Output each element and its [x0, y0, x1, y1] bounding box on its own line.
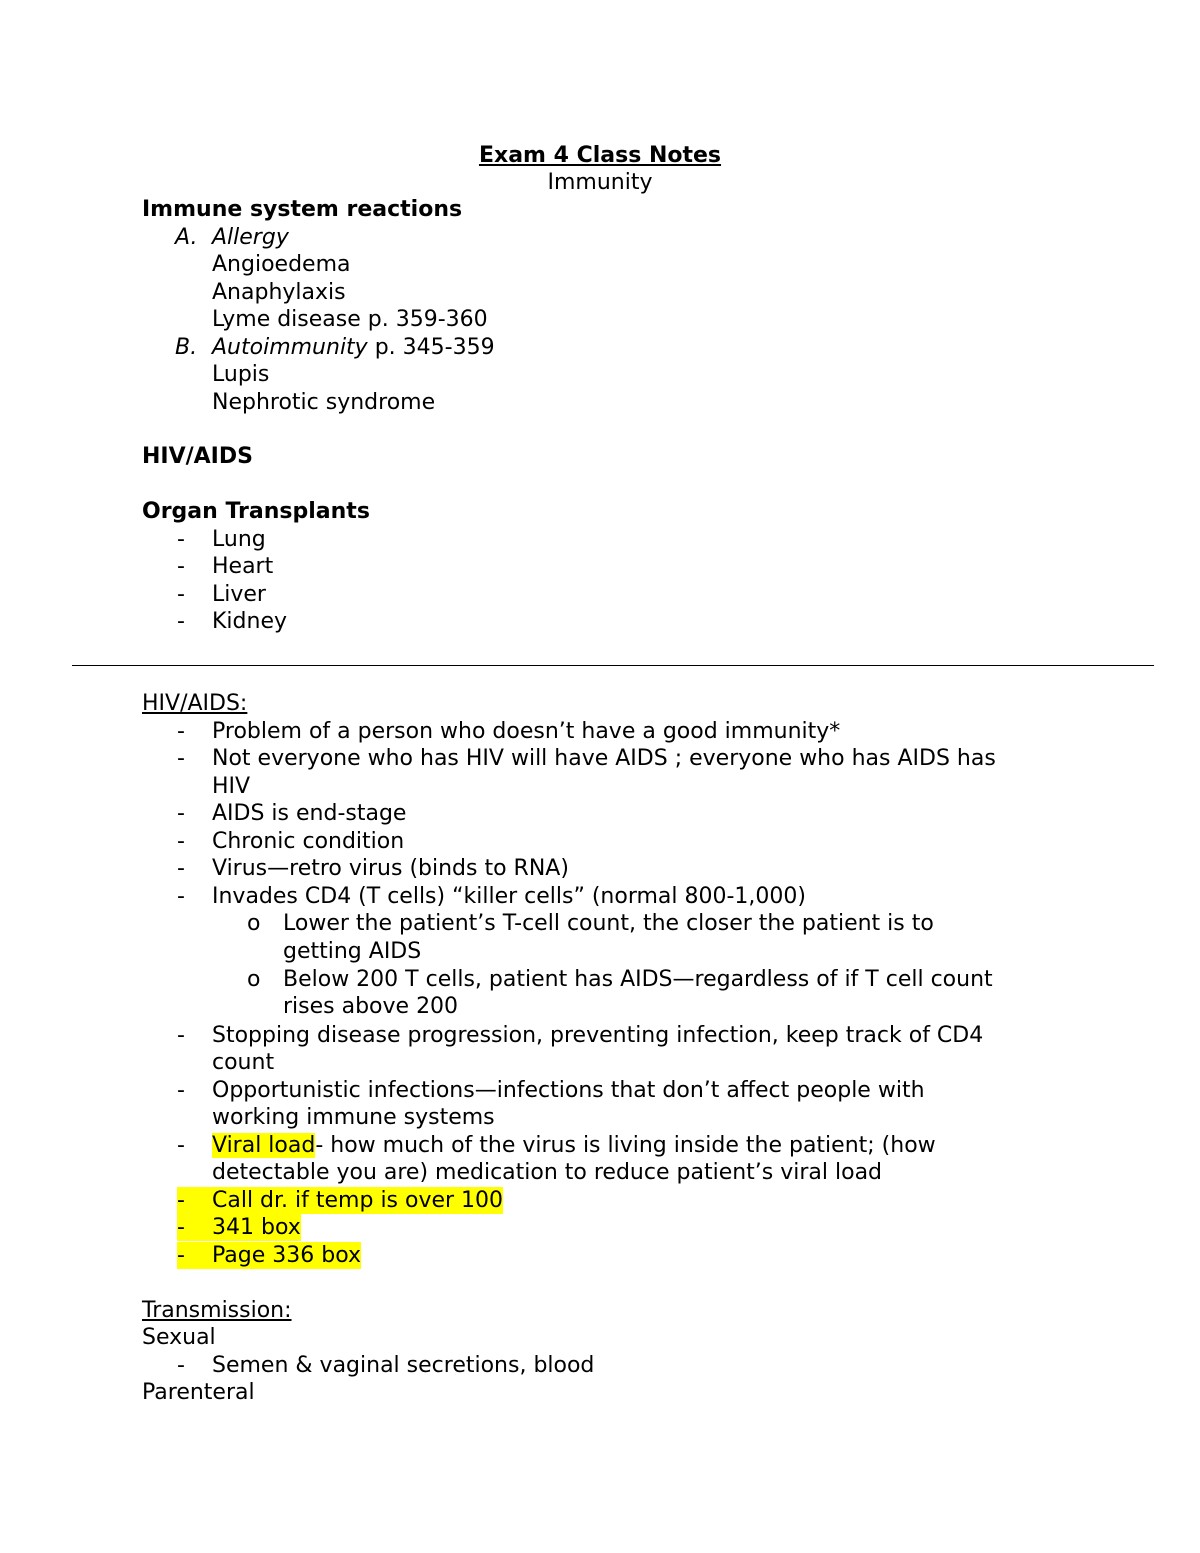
list-item [212, 1132, 936, 1159]
section-divider [72, 665, 1154, 666]
transplants-heading: Organ Transplants [142, 499, 370, 524]
bullet-dash: - [177, 719, 185, 744]
list-item: Lung [212, 527, 266, 552]
list-item: Invades CD4 (T cells) “killer cells” (normal 800-1,000) [212, 884, 806, 909]
list-item: Lyme disease p. 359-360 [212, 307, 488, 332]
transmission-sexual: Sexual [142, 1325, 216, 1350]
bullet-dash: - [177, 554, 185, 579]
autoimmunity-line [212, 334, 495, 361]
bullet-circle: o [247, 967, 261, 992]
hiv-heading: HIV/AIDS [142, 444, 253, 469]
document-subtitle: Immunity [547, 170, 653, 195]
list-item: AIDS is end-stage [212, 801, 407, 826]
highlighted-list-item: Page 336 box [212, 1243, 362, 1268]
list-item: Chronic condition [212, 829, 405, 854]
bullet-dash: - [177, 1023, 185, 1048]
highlighted-term: Viral load [212, 1133, 316, 1158]
bullet-dash: - [177, 609, 185, 634]
list-item: Angioedema [212, 252, 351, 277]
highlighted-list-item: 341 box [212, 1215, 301, 1240]
bullet-dash: - [177, 1353, 185, 1378]
transmission-heading: Transmission: [142, 1298, 292, 1323]
transmission-parenteral: Parenteral [142, 1380, 255, 1405]
sub-list-item-continuation: rises above 200 [283, 994, 459, 1019]
list-item-continuation: HIV [212, 774, 251, 799]
list-marker-b: B. [175, 335, 198, 360]
viral-load-definition: - how much of the virus is living inside the patient; (how [315, 1133, 936, 1158]
autoimmunity-pages: p. 345-359 [367, 335, 495, 360]
sub-list-item: Lower the patient’s T-cell count, the closer the patient is to [283, 911, 934, 936]
bullet-dash: - [177, 829, 185, 854]
list-item-continuation: working immune systems [212, 1105, 495, 1130]
autoimmunity-label: Autoimmunity [212, 335, 368, 360]
list-item: Stopping disease progression, preventing infection, keep track of CD4 [212, 1023, 984, 1048]
sub-list-item: Below 200 T cells, patient has AIDS—regardless of if T cell count [283, 967, 993, 992]
bullet-dash: - [177, 582, 185, 607]
bullet-dash: - [177, 746, 185, 771]
highlighted-list-item: Call dr. if temp is over 100 [212, 1188, 504, 1213]
bullet-dash: - [177, 1078, 185, 1103]
hiv-notes-heading: HIV/AIDS: [142, 691, 248, 716]
bullet-dash: - [177, 884, 185, 909]
list-item: Semen & vaginal secretions, blood [212, 1353, 595, 1378]
list-item: Opportunistic infections—infections that don’t affect people with [212, 1078, 925, 1103]
list-item: Not everyone who has HIV will have AIDS ; everyone who has AIDS has [212, 746, 996, 771]
list-item: Liver [212, 582, 266, 607]
immune-heading: Immune system reactions [142, 197, 463, 222]
bullet-dash-highlighted: - [177, 1214, 212, 1241]
list-item: Nephrotic syndrome [212, 390, 436, 415]
list-item: Anaphylaxis [212, 280, 346, 305]
bullet-circle: o [247, 911, 261, 936]
list-item: Problem of a person who doesn’t have a good immunity* [212, 719, 841, 744]
bullet-dash: - [177, 801, 185, 826]
list-item: Heart [212, 554, 274, 579]
bullet-dash: - [177, 527, 185, 552]
allergy-label: Allergy [212, 225, 289, 250]
list-item-continuation: count [212, 1050, 275, 1075]
bullet-dash: - [177, 856, 185, 881]
bullet-dash-highlighted: - [177, 1242, 212, 1269]
bullet-dash-highlighted: - [177, 1187, 212, 1214]
list-item: Kidney [212, 609, 288, 634]
list-item: Virus—retro virus (binds to RNA) [212, 856, 569, 881]
document-title: Exam 4 Class Notes [478, 143, 722, 168]
list-marker-a: A. [175, 225, 198, 250]
sub-list-item-continuation: getting AIDS [283, 939, 422, 964]
list-item: Lupis [212, 362, 270, 387]
bullet-dash: - [177, 1133, 185, 1158]
list-item-continuation: detectable you are) medication to reduce patient’s viral load [212, 1160, 883, 1185]
